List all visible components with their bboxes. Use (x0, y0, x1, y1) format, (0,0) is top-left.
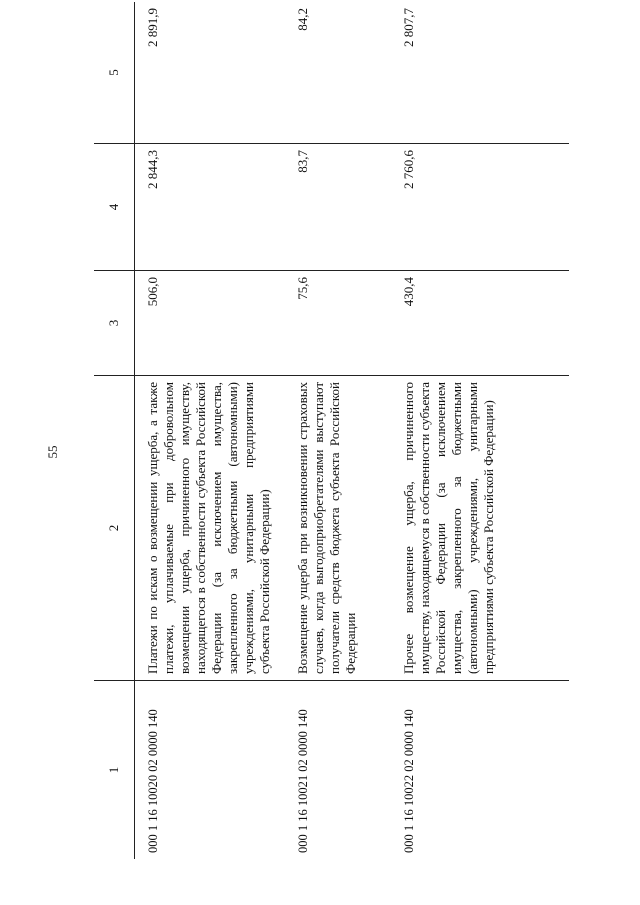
table-row (391, 2, 569, 859)
row-value-col-3: 506,0 (135, 271, 286, 376)
row-code: 000 1 16 10022 02 0000 140 (402, 709, 416, 853)
row-description: Возмещение ущерба при возникновении страховых случаев, когда выгодоприобретателями выступают получатели средств бюджета субъекта Российской Федерации (285, 376, 391, 681)
header-col-3: 3 (94, 271, 135, 376)
row-value-col-5: 2 807,7 (391, 2, 569, 144)
row-description: Прочее возмещение ущерба, причиненного имуществу, находящемуся в собственности субъекта Российской Федерации (за исключением имущества, закрепленного за бюджетными (автономными) учреждениями, унитарными предприятиями субъекта Российской Федерации) (391, 376, 569, 681)
row-value-col-5: 84,2 (285, 2, 391, 144)
row-value-col-4: 2 760,6 (391, 144, 569, 271)
row-description: Платежи по искам о возмещении ущерба, а также платежи, уплачиваемые при добровольном возмещении ущерба, причиненного имуществу, находящегося в собственности субъекта Российской Федерации (за исключением имущества, закрепленного за бюджетными (автономными) учреждениями, унитарными предприятиями субъекта Российской Федерации) (135, 376, 286, 681)
rotated-table-container (94, 8, 569, 859)
row-code: 000 1 16 10020 02 0000 140 (146, 709, 160, 853)
header-col-2: 2 (94, 376, 135, 681)
table-row (285, 2, 391, 859)
row-code: 000 1 16 10021 02 0000 140 (296, 709, 310, 853)
budget-table (94, 2, 569, 859)
page-number: 55 (45, 445, 60, 459)
row-value-col-4: 2 844,3 (135, 144, 286, 271)
row-value-col-4: 83,7 (285, 144, 391, 271)
header-col-4: 4 (94, 144, 135, 271)
header-col-5: 5 (94, 2, 135, 144)
row-value-col-3: 75,6 (285, 271, 391, 376)
row-value-col-5: 2 891,9 (135, 2, 286, 144)
header-col-1: 1 (94, 681, 135, 860)
table-header-row (94, 2, 135, 859)
row-value-col-3: 430,4 (391, 271, 569, 376)
table-row (135, 2, 286, 859)
